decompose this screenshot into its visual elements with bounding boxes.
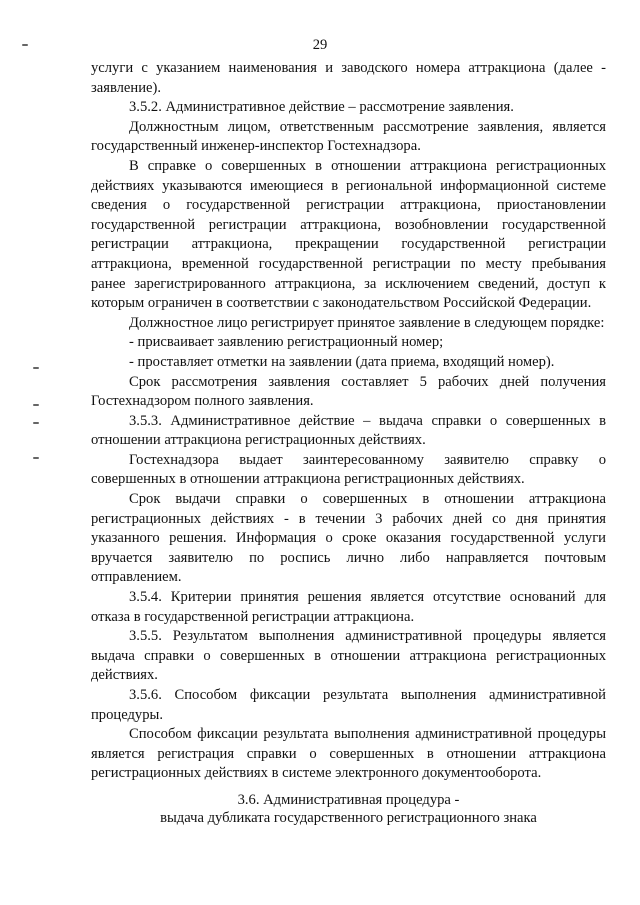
paragraph: Должностным лицом, ответственным рассмотрение заявления, является государственный инженер-инспектор Гостехнадзора. bbox=[91, 118, 606, 155]
paragraph: 3.5.6. Способом фиксации результата выполнения административной процедуры. bbox=[91, 687, 606, 723]
paragraph: Срок выдачи справки о совершенных в отношении аттракциона регистрационных действиях - в течении 3 рабочих дней со дня принятия указанного решения. Информация о сроке оказания государственной услуги вручается заявителю по роспись лично либо направляется почтовым отправлением. bbox=[91, 491, 606, 586]
document-body bbox=[91, 59, 606, 784]
scan-mark bbox=[33, 404, 39, 406]
section-heading-line-2: выдача дубликата государственного регистрационного знака bbox=[160, 810, 537, 826]
paragraph: Должностное лицо регистрирует принятое заявление в следующем порядке: bbox=[129, 314, 605, 331]
paragraph: Срок рассмотрения заявления составляет 5 рабочих дней получения Гостехнадзором полного заявления. bbox=[91, 373, 606, 410]
paragraph: 3.5.2. Административное действие – рассмотрение заявления. bbox=[129, 99, 514, 116]
paragraph: В справке о совершенных в отношении аттракциона регистрационных действиях указываются имеющиеся в региональной информационной системе сведения о государственной регистрации аттракциона, приостановлении государственной регистрации аттракциона, возобновлении государственной регистрации аттракциона, прекращении государственной регистрации аттракциона, временной государственной регистрации по месту пребывания ранее зарегистрированного аттракциона, за исключением сведений, доступ к которым ограничен в соответствии с законодательством Российской Федерации. bbox=[91, 157, 606, 312]
paragraph: 3.5.4. Критерии принятия решения является отсутствие оснований для отказа в государственной регистрации аттракциона. bbox=[91, 589, 606, 625]
list-item: - проставляет отметки на заявлении (дата приема, входящий номер). bbox=[129, 353, 555, 370]
page-number: 29 bbox=[312, 37, 328, 53]
paragraph: Гостехнадзора выдает заинтересованному заявителю справку о совершенных в отношении аттракциона регистрационных действиях. bbox=[91, 451, 606, 488]
paragraph: 3.5.3. Административное действие – выдача справки о совершенных в отношении аттракциона регистрационных действиях. bbox=[91, 412, 606, 449]
section-heading-line-1: 3.6. Административная процедура - bbox=[237, 792, 460, 808]
scan-mark bbox=[33, 457, 39, 459]
scan-mark bbox=[33, 422, 39, 424]
paragraph: 3.5.5. Результатом выполнения административной процедуры является выдача справки о совершенных в отношении аттракциона регистрационных действиях. bbox=[91, 628, 606, 684]
scan-mark bbox=[33, 367, 39, 369]
scan-mark bbox=[22, 44, 28, 46]
list-item: - присваивает заявлению регистрационный номер; bbox=[129, 334, 444, 351]
paragraph: Способом фиксации результата выполнения административной процедуры является регистрация справки о совершенных в отношении аттракциона регистрационных действиях в системе электронного документооборота. bbox=[91, 726, 606, 782]
paragraph: услуги с указанием наименования и заводского номера аттракциона (далее - заявление). bbox=[91, 60, 606, 96]
